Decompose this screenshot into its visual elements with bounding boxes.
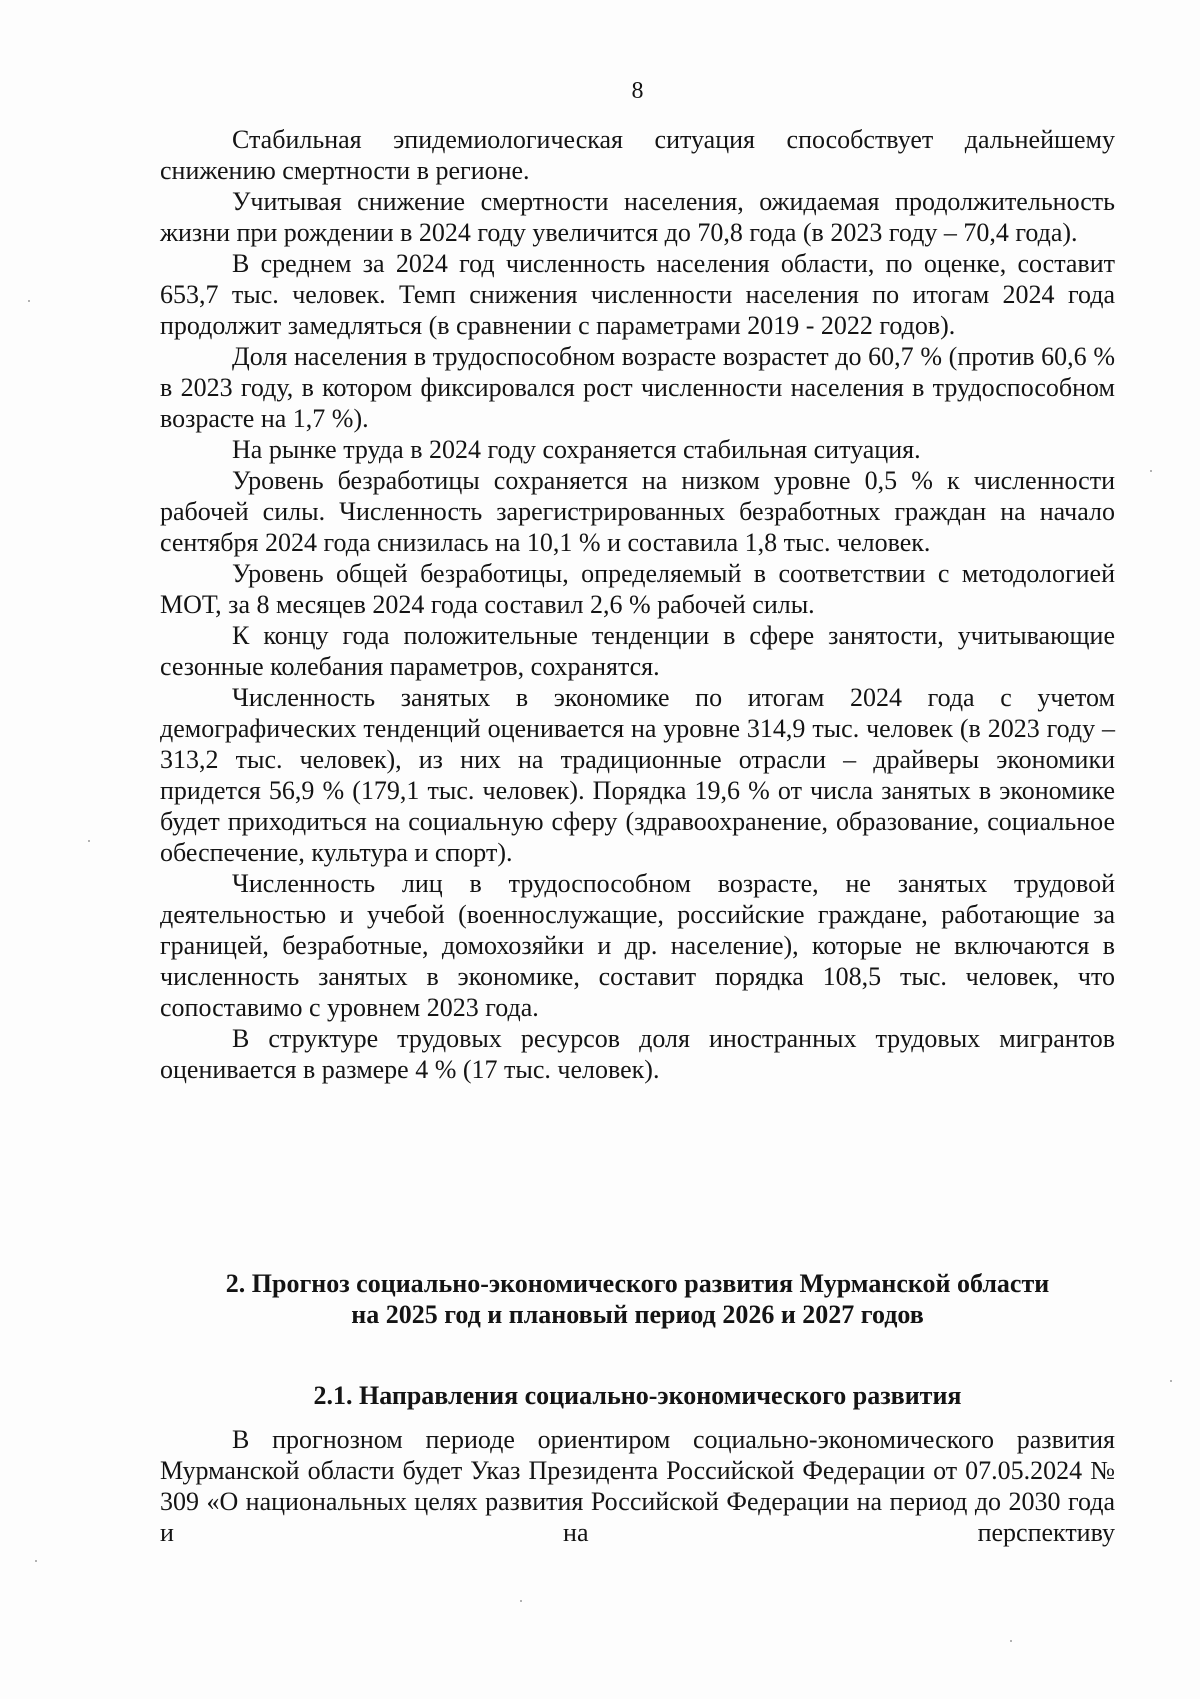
paragraph-epidemiology: Стабильная эпидемиологическая ситуация способствует дальнейшему снижению смертности в регионе.	[160, 125, 1115, 185]
paragraph-not-employed: Численность лиц в трудоспособном возрасте, не занятых трудовой деятельностью и учебой (военнослужащие, российские граждане, работающие за границей, безработные, домохозяйки и др. население), которые не включаются в численность занятых в экономике, составит порядка 108,5 тыс. человек, что сопоставимо с уровнем 2023 года.	[160, 869, 1115, 1022]
subsection-heading: 2.1. Направления социально-экономического развития	[313, 1381, 962, 1410]
section-headings	[160, 1268, 1115, 1411]
scan-speck	[1010, 1640, 1012, 1642]
paragraph-labor-market: На рынке труда в 2024 году сохраняется стабильная ситуация.	[232, 435, 921, 464]
section-heading-line-2: на 2025 год и плановый период 2026 и 2027 годов	[351, 1300, 924, 1329]
paragraph-working-age-share: Доля населения в трудоспособном возрасте возрастет до 60,7 % (против 60,6 % в 2023 году, в котором фиксировался рост численности населения в трудоспособном возрасте на 1,7 %).	[160, 342, 1115, 433]
section-heading	[160, 1268, 1115, 1330]
paragraph-employment-trends: К концу года положительные тенденции в сфере занятости, учитывающие сезонные колебания параметров, сохранятся.	[160, 621, 1115, 681]
scan-speck	[28, 300, 30, 302]
body-text	[160, 124, 1115, 1085]
paragraph-national-goals: В прогнозном периоде ориентиром социально-экономического развития Мурманской области будет Указ Президента Российской Федерации от 07.05.2024 № 309 «О национальных целях развития Российской Федерации на период до 2030 года и на перспективу	[160, 1425, 1115, 1547]
paragraph-life-expectancy: Учитывая снижение смертности населения, ожидаемая продолжительность жизни при рождении в 2024 году увеличится до 70,8 года (в 2023 году – 70,4 года).	[160, 187, 1115, 247]
scan-speck	[88, 840, 90, 842]
paragraph-migrants: В структуре трудовых ресурсов доля иностранных трудовых мигрантов оценивается в размере 4 % (17 тыс. человек).	[160, 1024, 1115, 1084]
scan-speck	[520, 1600, 522, 1602]
paragraph-ilo-unemployment: Уровень общей безработицы, определяемый в соответствии с методологией МОТ, за 8 месяцев 2024 года составил 2,6 % рабочей силы.	[160, 559, 1115, 619]
page-number: 8	[631, 78, 644, 104]
paragraph-unemployment: Уровень безработицы сохраняется на низком уровне 0,5 % к численности рабочей силы. Численность зарегистрированных безработных граждан на начало сентября 2024 года снизилась на 10,1 % и составила 1,8 тыс. человек.	[160, 466, 1115, 557]
paragraph-population: В среднем за 2024 год численность населения области, по оценке, составит 653,7 тыс. человек. Темп снижения численности населения по итогам 2024 года продолжит замедляться (в сравнении с параметрами 2019 - 2022 годов).	[160, 249, 1115, 340]
paragraph-employed-count: Численность занятых в экономике по итогам 2024 года с учетом демографических тенденций оценивается на уровне 314,9 тыс. человек (в 2023 году – 313,2 тыс. человек), из них на традиционные отрасли – драйверы экономики придется 56,9 % (179,1 тыс. человек). Порядка 19,6 % от числа занятых в экономике будет приходиться на социальную сферу (здравоохранение, образование, социальное обеспечение, культура и спорт).	[160, 683, 1115, 867]
section-heading-line-1: 2. Прогноз социально-экономического развития Мурманской области	[225, 1269, 1050, 1298]
scan-speck	[1150, 470, 1152, 472]
scan-speck	[1170, 1380, 1172, 1382]
scan-speck	[35, 1560, 37, 1562]
closing-text	[160, 1424, 1115, 1548]
